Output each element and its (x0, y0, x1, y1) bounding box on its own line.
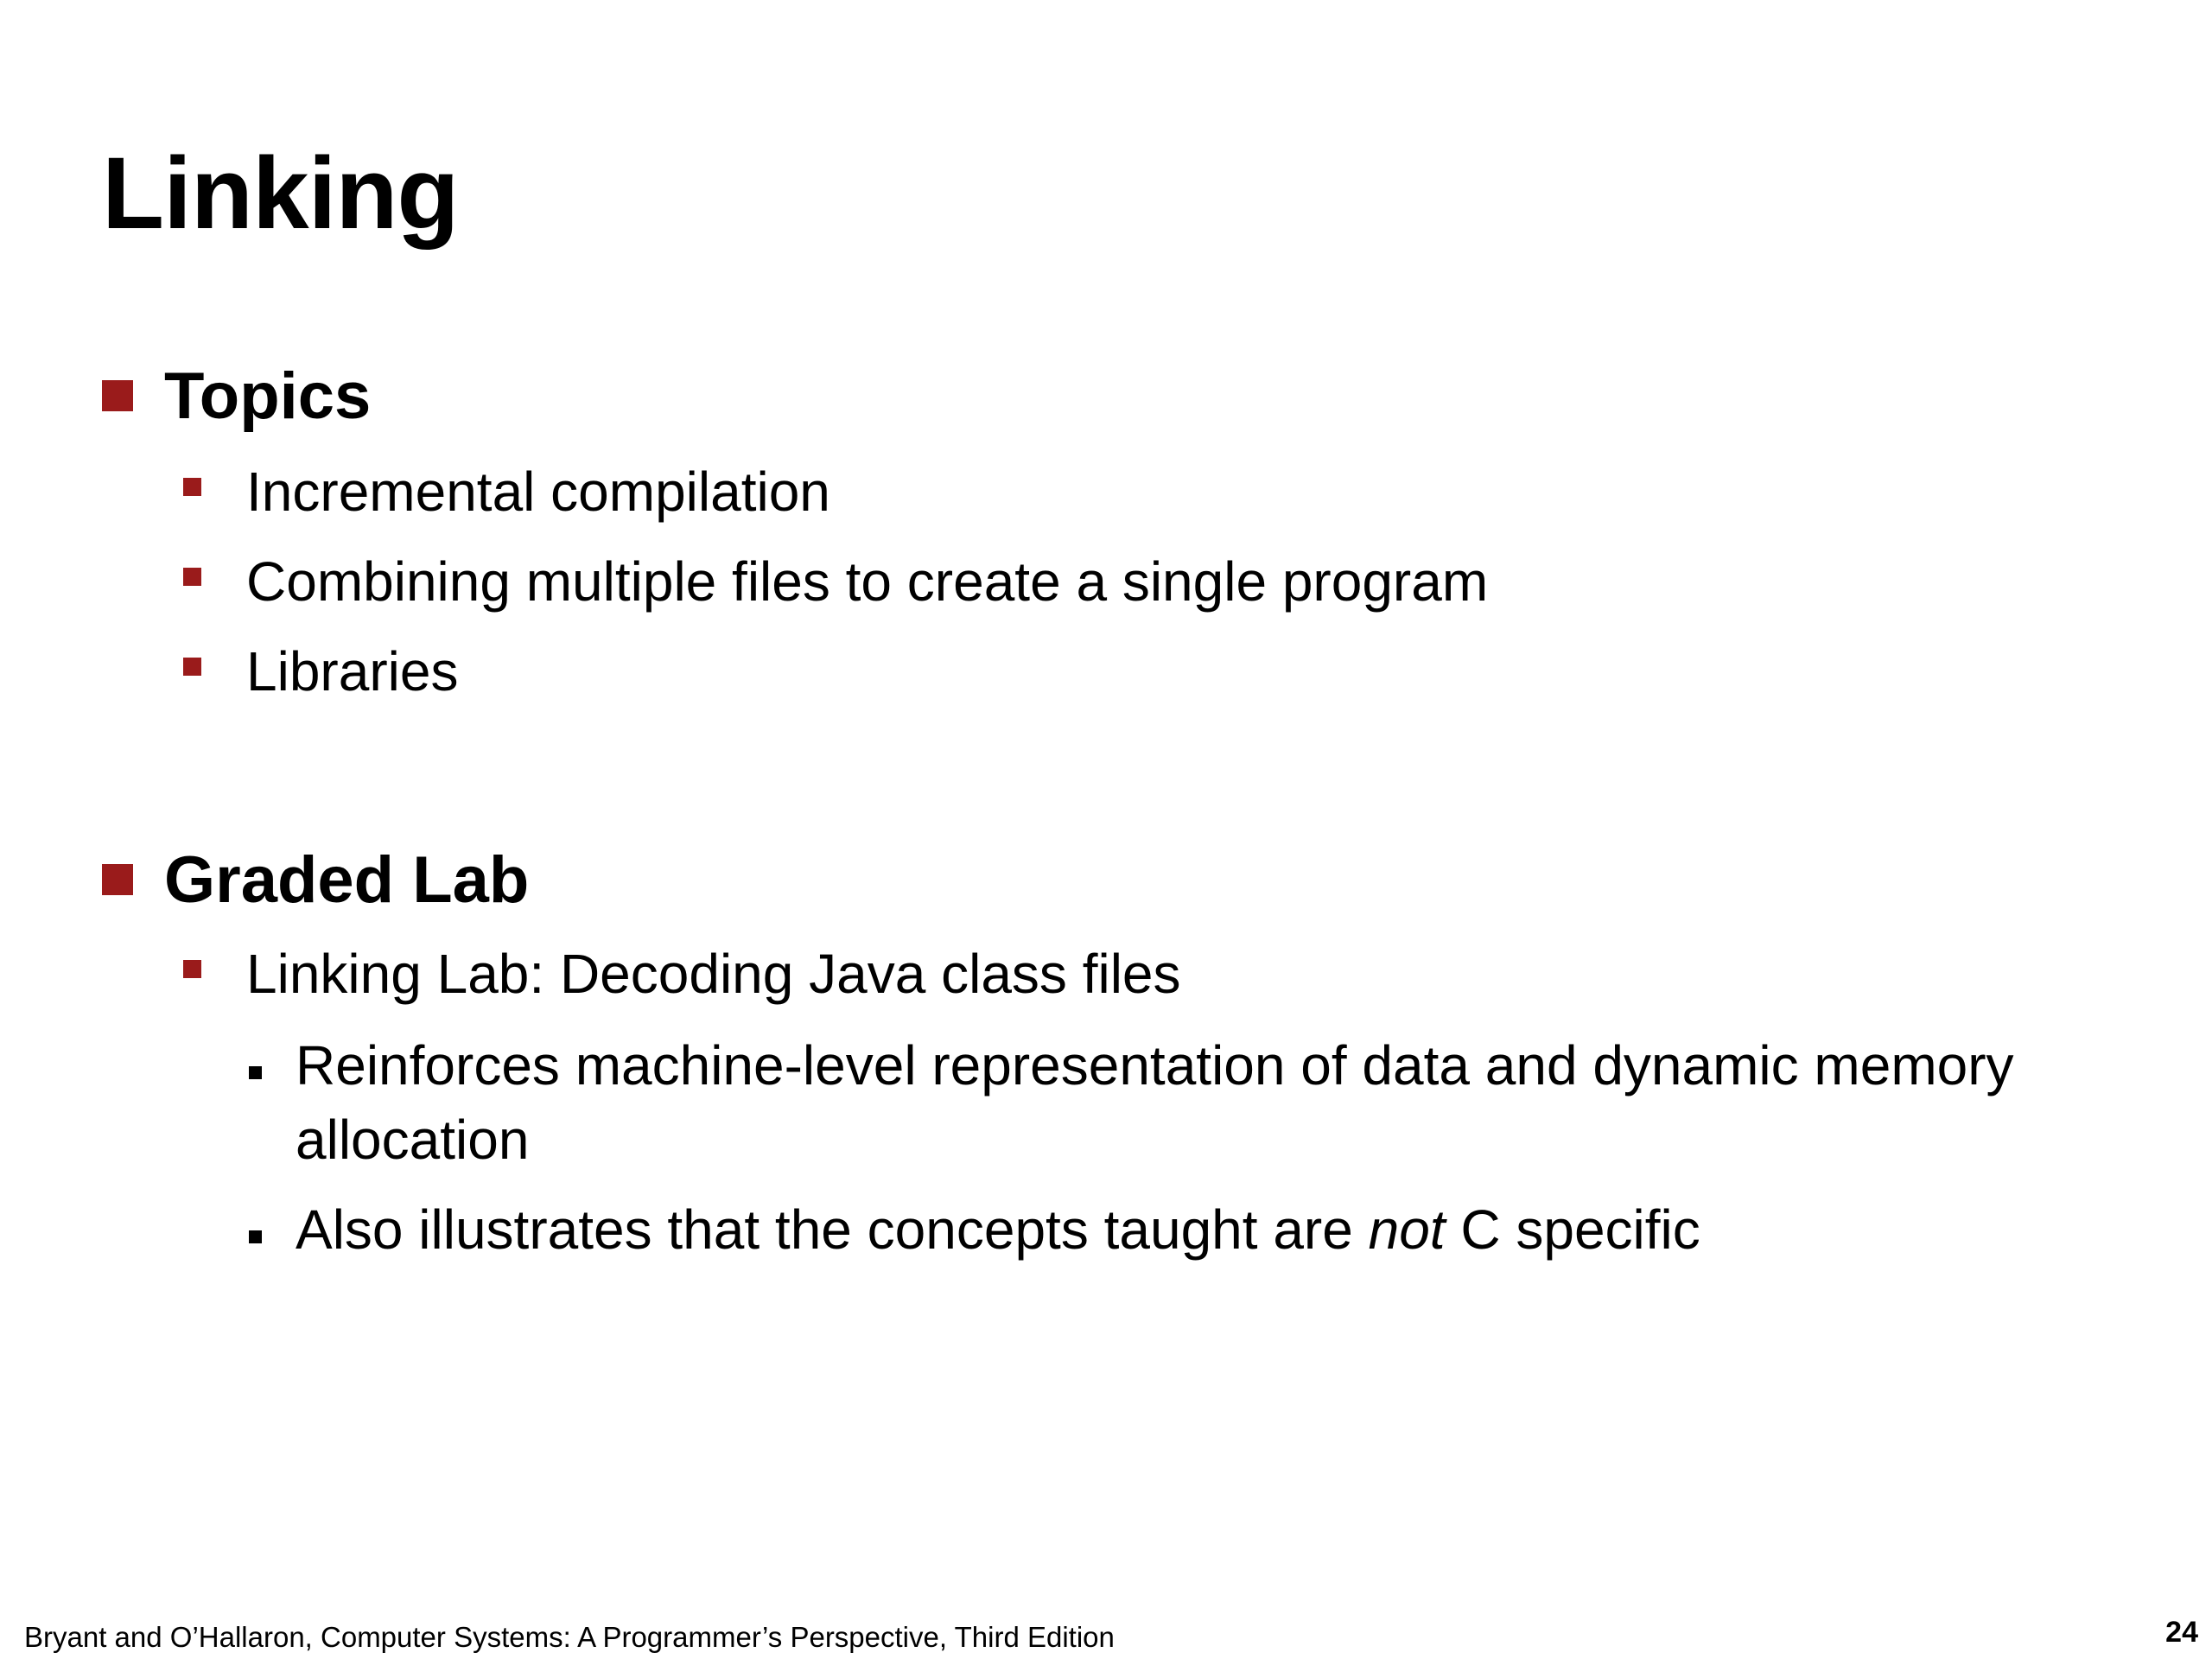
small-square-bullet-icon (249, 1066, 262, 1079)
page-number: 24 (2165, 1616, 2198, 1649)
footer-citation: Bryant and O’Hallaron, Computer Systems: A Programmer’s Perspective, Third Edition (24, 1621, 1115, 1653)
list-item (183, 453, 830, 531)
small-square-bullet-icon (249, 1230, 262, 1243)
list-item (183, 632, 458, 710)
square-bullet-icon (102, 380, 133, 411)
text-run: C specific (1445, 1198, 1700, 1261)
list-item-text: Incremental compilation (246, 461, 830, 523)
section-heading-label: Topics (164, 359, 372, 433)
list-item-text: Libraries (246, 640, 459, 702)
emphasized-word: not (1368, 1198, 1446, 1261)
list-item (183, 935, 1181, 1013)
list-item (183, 543, 1488, 620)
square-bullet-icon (183, 568, 201, 586)
section-heading-graded-lab (102, 836, 529, 923)
section-heading-label: Graded Lab (164, 842, 530, 917)
sub-list-item-text (296, 1192, 1700, 1267)
slide-title: Linking (102, 137, 459, 251)
sub-list-item (249, 1192, 2107, 1267)
square-bullet-icon (183, 478, 201, 496)
sub-list-item (249, 1028, 2107, 1177)
square-bullet-icon (183, 658, 201, 676)
list-item-text: Combining multiple files to create a single program (246, 550, 1489, 613)
list-item-text: Linking Lab: Decoding Java class files (246, 943, 1181, 1005)
square-bullet-icon (183, 960, 201, 978)
square-bullet-icon (102, 864, 133, 895)
text-run: Also illustrates that the concepts taught are (296, 1198, 1369, 1261)
section-heading-topics (102, 353, 371, 439)
sub-list-item-text: Reinforces machine-level representation of data and dynamic memory allocation (296, 1034, 2014, 1171)
